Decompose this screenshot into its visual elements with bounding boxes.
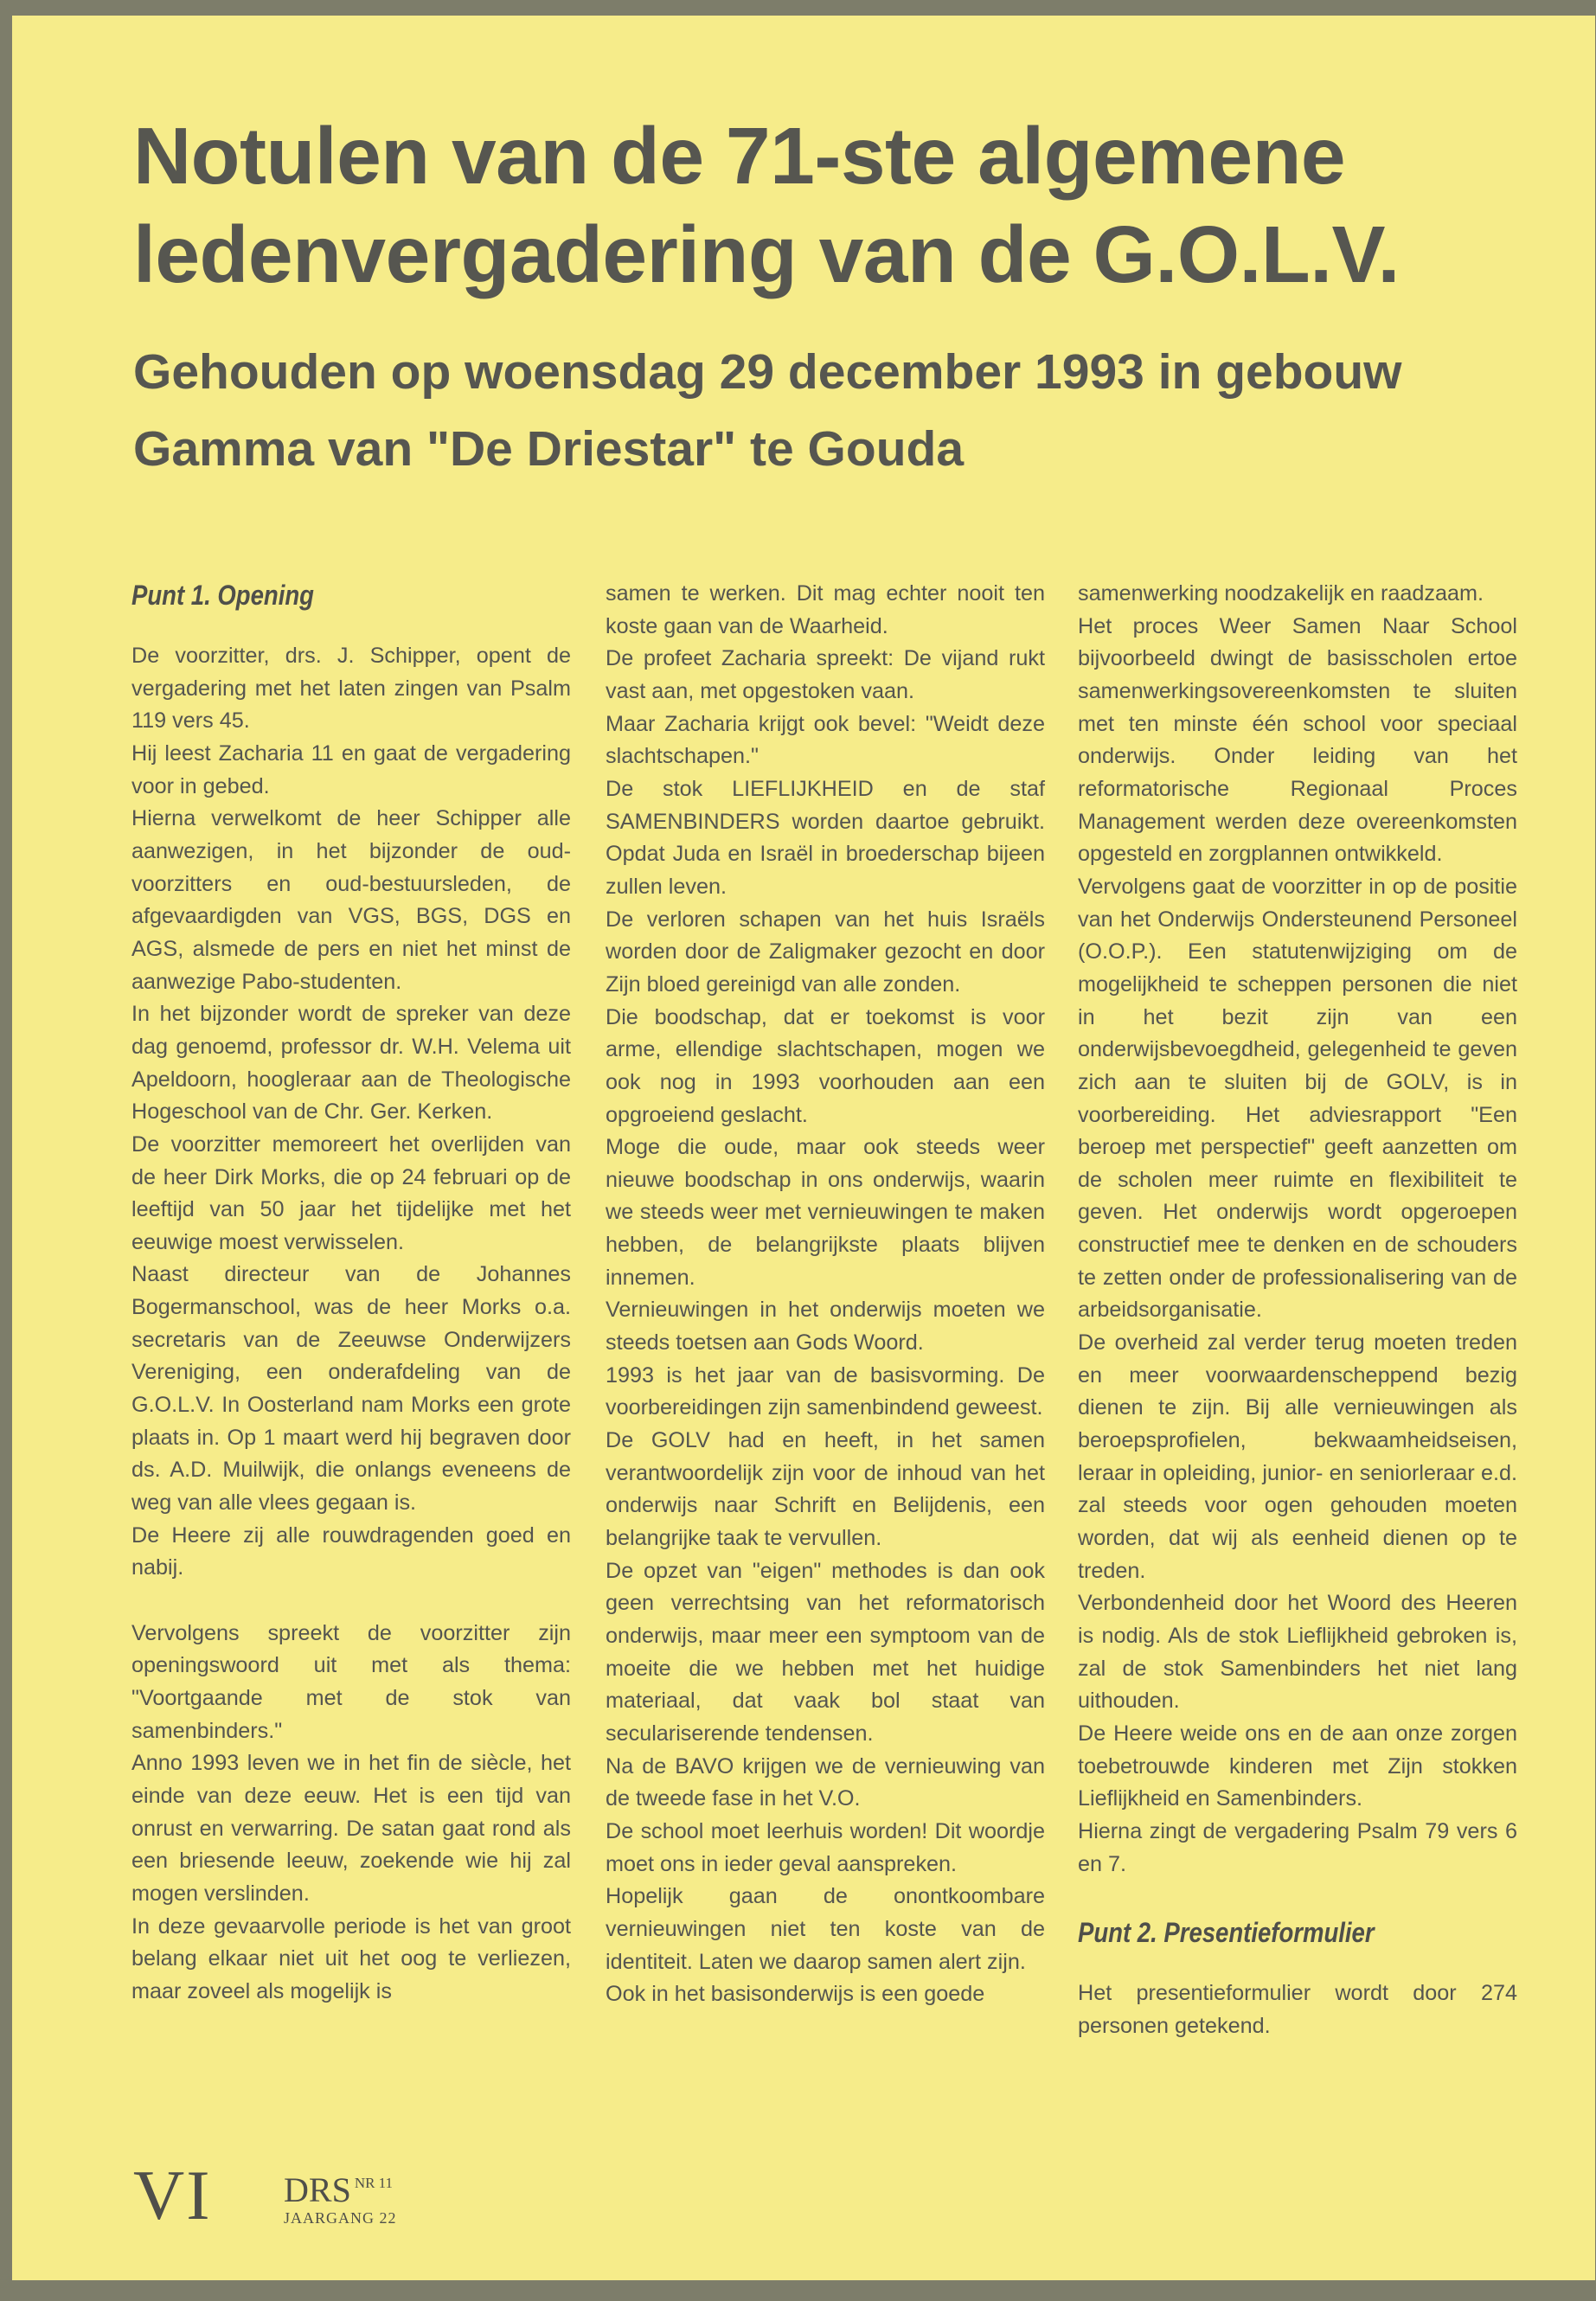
paragraph: Hopelijk gaan de onontkoombare vernieuwingen niet ten koste van de identiteit. Laten we daarop samen alert zijn.	[606, 1884, 1045, 1974]
paragraph: De overheid zal verder terug moeten treden en meer voorwaardenscheppend bezig dienen te zijn. Bij alle vernieuwingen als beroepsprofielen, bekwaamheidseisen, leraar in opleiding, junior- en seniorleraar e.d. zal steeds voor ogen gehouden moeten worden, dat wij als eenheid dienen op te treden.	[1078, 1330, 1517, 1583]
paragraph: De stok LIEFLIJKHEID en de staf SAMENBINDERS worden daartoe gebruikt. Opdat Juda en Israël in broederschap bijeen zullen leven.	[606, 776, 1045, 899]
paragraph: Anno 1993 leven we in het fin de siècle, het einde van deze eeuw. Het is een tijd van onrust en verwarring. De satan gaat rond als een briesende leeuw, zoekende wie hij zal mogen verslinden.	[131, 1751, 571, 1906]
paragraph: Het presentieformulier wordt door 274 personen getekend.	[1078, 1981, 1517, 2038]
paragraph: In deze gevaarvolle periode is het van groot belang elkaar niet uit het oog te verliezen, maar zoveel als mogelijk is	[131, 1913, 571, 2003]
paragraph: samenwerking noodzakelijk en raadzaam.	[1078, 581, 1484, 606]
text-column-2	[606, 578, 1045, 2011]
title-line: ledenvergadering van de G.O.L.V.	[133, 209, 1400, 299]
text-column-1	[131, 578, 571, 2009]
paragraph: Maar Zacharia krijgt ook bevel: "Weidt deze slachtschapen."	[606, 711, 1045, 769]
paragraph: Vernieuwingen in het onderwijs moeten we steeds toetsen aan Gods Woord.	[606, 1298, 1045, 1356]
paragraph: Hij leest Zacharia 11 en gaat de vergadering voor in gebed.	[131, 740, 571, 798]
magazine-name: DRS	[284, 2170, 351, 2209]
paragraph: De profeet Zacharia spreekt: De vijand rukt vast aan, met opgestoken vaan.	[606, 646, 1045, 703]
paragraph: Vervolgens spreekt de voorzitter zijn openingswoord uit met als thema: "Voortgaande met de stok van samenbinders."	[131, 1620, 571, 1743]
paragraph: De GOLV had en heeft, in het samen verantwoordelijk zijn voor de inhoud van het onderwijs naar Schrift en Belijdenis, een belangrijke taak te vervullen.	[606, 1428, 1045, 1551]
issue-number: NR 11	[354, 2175, 394, 2191]
paragraph: Hierna zingt de vergadering Psalm 79 vers 6 en 7.	[1078, 1818, 1517, 1876]
paragraph: Vervolgens gaat de voorzitter in op de positie van het Onderwijs Ondersteunend Personeel (O.O.P.). Een statutenwijziging om de mogelijkheid te scheppen personen die niet in het bezit zijn van een onderwijsbevoegdheid, gelegenheid te geven zich aan te sluiten bij de GOLV, is in voorbereiding. Het adviesrapport "Een beroep met perspectief" geeft aanzetten om de scholen meer ruimte en flexibiliteit te geven. Het onderwijs wordt opgeroepen constructief mee te denken en de schouders te zetten onder de professionalisering van de arbeidsorganisatie.	[1078, 874, 1517, 1323]
article-subtitle	[133, 334, 1569, 488]
paragraph: De opzet van "eigen" methodes is dan ook geen verrechtsing van het reformatorisch onderwijs, maar meer een symptoom van de moeite die we hebben met het huidige materiaal, dat vaak bol staat van seculariserende tendensen.	[606, 1558, 1045, 1746]
paragraph: Naast directeur van de Johannes Bogermanschool, was de heer Morks o.a. secretaris van de Zeeuwse Onderwijzers Vereniging, een onderafdeling van de G.O.L.V. In Oosterland nam Morks een grote plaats in. Op 1 maart werd hij begraven door ds. A.D. Muilwijk, die onlangs eveneens de weg van alle vlees gegaan is.	[131, 1262, 571, 1516]
paragraph: De verloren schapen van het huis Israëls worden door de Zaligmaker gezocht en door Zijn bloed gereinigd van alle zonden.	[606, 907, 1045, 997]
title-line: Notulen van de 71-ste algemene	[133, 111, 1346, 201]
paragraph: De school moet leerhuis worden! Dit woordje moet ons in ieder geval aanspreken.	[606, 1818, 1045, 1876]
subtitle-line: Gamma van "De Driestar" te Gouda	[133, 421, 965, 477]
paragraph: Moge die oude, maar ook steeds weer nieuwe boodschap in ons onderwijs, waarin we steeds weer met vernieuwingen te maken hebben, de belangrijkste plaats blijven innemen.	[606, 1135, 1045, 1290]
section-heading-opening: Punt 1. Opening	[131, 580, 314, 611]
magazine-page	[12, 16, 1595, 2280]
paragraph: Verbondenheid door het Woord des Heeren is nodig. Als de stok Lieflijkheid gebroken is, zal de stok Samenbinders het niet lang uithouden.	[1078, 1591, 1517, 1714]
paragraph: De voorzitter, drs. J. Schipper, opent de vergadering met het laten zingen van Psalm 119 vers 45.	[131, 644, 571, 734]
paragraph: De Heere zij alle rouwdragenden goed en nabij.	[131, 1522, 571, 1580]
article-title	[133, 106, 1552, 304]
paragraph: De voorzitter memoreert het overlijden van de heer Dirk Morks, die op 24 februari op de leeftijd van 50 jaar het tijdelijke met het eeuwige moest verwisselen.	[131, 1131, 571, 1254]
paragraph: Na de BAVO krijgen we de vernieuwing van de tweede fase in het V.O.	[606, 1753, 1045, 1811]
paragraph: 1993 is het jaar van de basisvorming. De voorbereidingen zijn samenbindend geweest.	[606, 1362, 1045, 1420]
paragraph: In het bijzonder wordt de spreker van deze dag genoemd, professor dr. W.H. Velema uit Apeldoorn, hoogleraar aan de Theologische Hogeschool van de Chr. Ger. Kerken.	[131, 1002, 571, 1125]
text-column-3	[1078, 578, 1517, 2043]
paragraph: Ook in het basisonderwijs is een goede	[606, 1982, 985, 2007]
paragraph: Het proces Weer Samen Naar School bijvoorbeeld dwingt de basisscholen ertoe samenwerkingsovereenkomsten te sluiten met ten minste één school voor speciaal onderwijs. Onder leiding van het reformatorische Regionaal Proces Management werden deze overeenkomsten opgesteld en zorgplannen ontwikkeld.	[1078, 613, 1517, 867]
volume-label: JAARGANG 22	[284, 2209, 397, 2227]
subtitle-line: Gehouden op woensdag 29 december 1993 in gebouw	[133, 344, 1402, 400]
paragraph: samen te werken. Dit mag echter nooit ten koste gaan van de Waarheid.	[606, 581, 1045, 638]
paragraph: Die boodschap, dat er toekomst is voor arme, ellendige slachtschapen, mogen we ook nog in 1993 voorhouden aan een opgroeiend geslacht.	[606, 1004, 1045, 1127]
paragraph: De Heere weide ons en de aan onze zorgen toebetrouwde kinderen met Zijn stokken Lieflijkheid en Samenbinders.	[1078, 1721, 1517, 1811]
paragraph: Hierna verwelkomt de heer Schipper alle aanwezigen, in het bijzonder de oud-voorzitters en oud-bestuursleden, de afgevaardigden van VGS, BGS, DGS en AGS, alsmede de pers en niet het minst de aanwezige Pabo-studenten.	[131, 806, 571, 994]
magazine-masthead	[284, 2170, 397, 2228]
page-number: VI	[133, 2156, 212, 2234]
section-heading-presentieformulier: Punt 2. Presentieformulier	[1078, 1917, 1375, 1949]
